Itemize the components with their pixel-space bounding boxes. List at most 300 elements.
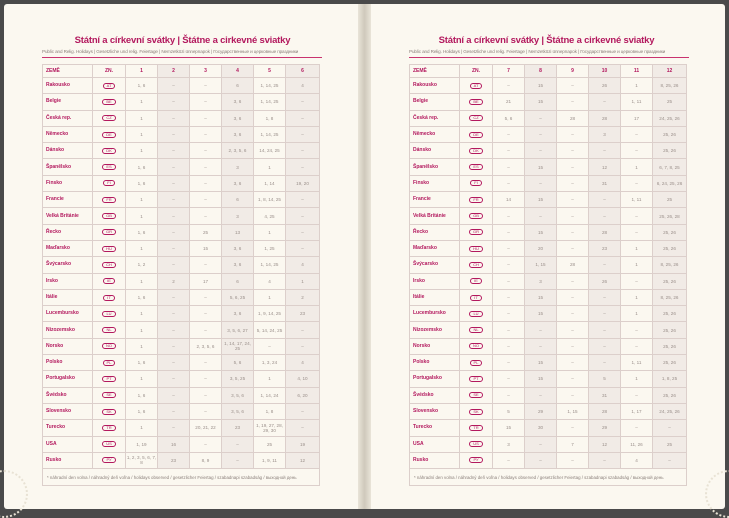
holiday-days: 1, 8 bbox=[254, 110, 286, 126]
holiday-days: – bbox=[190, 403, 222, 419]
country-code-badge: HU bbox=[469, 246, 483, 252]
country-code-cell bbox=[460, 159, 493, 175]
holiday-days: 25, 26 bbox=[653, 126, 687, 142]
holiday-days: – bbox=[589, 452, 621, 468]
holiday-days: 1 bbox=[621, 257, 653, 273]
country-name: Velká Británie bbox=[43, 208, 93, 224]
holiday-days: 3 bbox=[589, 126, 621, 142]
holiday-days: 28 bbox=[589, 224, 621, 240]
table-row bbox=[410, 322, 687, 338]
holiday-days: 1 bbox=[126, 306, 158, 322]
table-row bbox=[43, 289, 320, 305]
country-name: Řecko bbox=[410, 224, 460, 240]
holiday-days: 25, 26 bbox=[653, 143, 687, 159]
holiday-days: 3, 6 bbox=[222, 257, 254, 273]
table-row bbox=[43, 338, 320, 354]
holiday-days: – bbox=[525, 387, 557, 403]
holiday-days: – bbox=[493, 159, 525, 175]
country-code-badge: CZ bbox=[102, 115, 115, 121]
holiday-days: 29 bbox=[589, 420, 621, 436]
holiday-days: – bbox=[621, 143, 653, 159]
table-row bbox=[410, 403, 687, 419]
country-code-badge: CZ bbox=[469, 115, 482, 121]
country-name: Portugalsko bbox=[410, 371, 460, 387]
holiday-days: – bbox=[158, 208, 190, 224]
holiday-days: 1, 8, 25 bbox=[653, 371, 687, 387]
country-code-badge: NL bbox=[469, 327, 482, 333]
table-row bbox=[43, 403, 320, 419]
holiday-days: – bbox=[621, 175, 653, 191]
holiday-days: 2 bbox=[286, 289, 320, 305]
table-row bbox=[410, 387, 687, 403]
country-name: Itálie bbox=[43, 289, 93, 305]
holiday-days: – bbox=[158, 355, 190, 371]
country-code-cell bbox=[93, 78, 126, 94]
table-row bbox=[43, 257, 320, 273]
country-code-cell bbox=[93, 371, 126, 387]
holiday-days: – bbox=[190, 126, 222, 142]
holiday-days: 1 bbox=[126, 110, 158, 126]
country-name: Velká Británie bbox=[410, 208, 460, 224]
holiday-days: 1, 17 bbox=[621, 403, 653, 419]
country-name: Polsko bbox=[43, 355, 93, 371]
country-code-cell bbox=[93, 322, 126, 338]
holiday-days: 12 bbox=[286, 452, 320, 468]
holiday-days: 1 bbox=[126, 126, 158, 142]
table-row bbox=[410, 436, 687, 452]
country-code-badge: SE bbox=[102, 392, 115, 398]
header-month: 11 bbox=[621, 65, 653, 78]
table-row bbox=[43, 94, 320, 110]
page-subtitle: Public and Relig. Holidays | Gesetzliche und relig. Feiertage | Nemzetközi ünnepnapok | Государственные и церковные праздники bbox=[409, 49, 666, 54]
holiday-days: 5, 6 bbox=[493, 110, 525, 126]
country-code-badge: SK bbox=[102, 409, 115, 415]
country-name: Slovensko bbox=[43, 403, 93, 419]
holiday-days: 25, 26, 28 bbox=[653, 208, 687, 224]
country-code-badge: FR bbox=[469, 197, 482, 203]
holiday-days: – bbox=[286, 126, 320, 142]
table-row bbox=[410, 192, 687, 208]
holiday-days: – bbox=[589, 289, 621, 305]
holiday-days: – bbox=[621, 126, 653, 142]
header-month: 7 bbox=[493, 65, 525, 78]
holiday-days: 25, 26 bbox=[653, 355, 687, 371]
table-row bbox=[43, 240, 320, 256]
holiday-days: 3, 6 bbox=[222, 306, 254, 322]
country-code-badge: DK bbox=[469, 148, 483, 154]
holiday-days: 1, 8, 14, 25 bbox=[254, 192, 286, 208]
table-row bbox=[410, 306, 687, 322]
holiday-days: – bbox=[286, 420, 320, 436]
table-row bbox=[410, 224, 687, 240]
country-code-badge: PL bbox=[103, 360, 116, 366]
holiday-days: 25, 26 bbox=[653, 322, 687, 338]
country-code-cell bbox=[460, 436, 493, 452]
holiday-days: 20, 21, 22 bbox=[190, 420, 222, 436]
footnote-row bbox=[43, 469, 320, 486]
holiday-days: – bbox=[286, 143, 320, 159]
country-code-badge: BE bbox=[469, 99, 482, 105]
holiday-days: 25, 26 bbox=[653, 224, 687, 240]
holiday-days: – bbox=[557, 371, 589, 387]
table-row bbox=[410, 94, 687, 110]
holiday-days: 1, 15 bbox=[525, 257, 557, 273]
table-row bbox=[410, 257, 687, 273]
holiday-days: – bbox=[589, 355, 621, 371]
country-code-badge: US bbox=[469, 441, 483, 447]
holiday-days: 1 bbox=[254, 224, 286, 240]
country-code-cell bbox=[93, 452, 126, 468]
country-name: Slovensko bbox=[410, 403, 460, 419]
holiday-days: – bbox=[493, 126, 525, 142]
holiday-days: 25, 26 bbox=[653, 338, 687, 354]
holiday-days: – bbox=[557, 322, 589, 338]
country-code-cell bbox=[93, 175, 126, 191]
holiday-days: – bbox=[493, 371, 525, 387]
holiday-days: 4 bbox=[621, 452, 653, 468]
holiday-days: 25, 26 bbox=[653, 240, 687, 256]
country-code-cell bbox=[460, 110, 493, 126]
holiday-days: 3, 6 bbox=[222, 110, 254, 126]
holiday-days: 3, 6 bbox=[222, 240, 254, 256]
holiday-days: – bbox=[158, 175, 190, 191]
holiday-days: 1 bbox=[126, 371, 158, 387]
holiday-days: – bbox=[190, 110, 222, 126]
holiday-days: – bbox=[493, 289, 525, 305]
holiday-days: 15 bbox=[525, 224, 557, 240]
holiday-days: 1 bbox=[621, 240, 653, 256]
country-name: Turecko bbox=[410, 420, 460, 436]
holiday-days: 1 bbox=[621, 159, 653, 175]
holiday-days: – bbox=[557, 78, 589, 94]
header-country: ZEMĚ bbox=[410, 65, 460, 78]
country-code-badge: IT bbox=[470, 295, 482, 301]
country-name: USA bbox=[43, 436, 93, 452]
country-name: Česká rep. bbox=[43, 110, 93, 126]
holiday-days: 4 bbox=[286, 257, 320, 273]
country-code-cell bbox=[93, 94, 126, 110]
holiday-days: 23 bbox=[286, 306, 320, 322]
title-rule bbox=[42, 57, 322, 58]
country-code-cell bbox=[460, 208, 493, 224]
holiday-days: 8, 25, 26 bbox=[653, 78, 687, 94]
holiday-days: – bbox=[286, 159, 320, 175]
holiday-days: – bbox=[525, 110, 557, 126]
holiday-days: 25 bbox=[653, 192, 687, 208]
holiday-days: – bbox=[557, 192, 589, 208]
header-month: 2 bbox=[158, 65, 190, 78]
table-row bbox=[43, 371, 320, 387]
header-month: 10 bbox=[589, 65, 621, 78]
country-code-cell bbox=[93, 224, 126, 240]
country-name: Norsko bbox=[410, 338, 460, 354]
holiday-days: – bbox=[286, 94, 320, 110]
holiday-days: – bbox=[493, 387, 525, 403]
holiday-days: 30 bbox=[525, 420, 557, 436]
country-name: Finsko bbox=[410, 175, 460, 191]
holiday-days: 15 bbox=[493, 420, 525, 436]
holiday-days: 1 bbox=[254, 371, 286, 387]
holiday-days: 3, 5, 25 bbox=[222, 371, 254, 387]
holiday-days: 1, 9, 14, 25 bbox=[254, 306, 286, 322]
holiday-days: 4 bbox=[254, 273, 286, 289]
country-code-cell bbox=[460, 273, 493, 289]
holiday-days: – bbox=[557, 159, 589, 175]
holiday-days: – bbox=[158, 192, 190, 208]
holiday-days: – bbox=[493, 208, 525, 224]
country-code-cell bbox=[460, 192, 493, 208]
header-country: ZEMĚ bbox=[43, 65, 93, 78]
holiday-days: 15 bbox=[525, 371, 557, 387]
country-code-badge: DE bbox=[469, 132, 483, 138]
country-code-cell bbox=[93, 273, 126, 289]
country-name: Rusko bbox=[410, 452, 460, 468]
holiday-days: – bbox=[589, 94, 621, 110]
table-row bbox=[43, 322, 320, 338]
holiday-days: – bbox=[525, 338, 557, 354]
holiday-days: 1 bbox=[286, 273, 320, 289]
holiday-days: 6, 20 bbox=[286, 387, 320, 403]
country-name: Maďarsko bbox=[43, 240, 93, 256]
table-row bbox=[43, 175, 320, 191]
country-code-cell bbox=[460, 94, 493, 110]
holiday-days: – bbox=[222, 436, 254, 452]
country-code-badge: IT bbox=[103, 295, 115, 301]
page-subtitle: Public and Relig. Holidays | Gesetzliche und relig. Feiertage | Nemzetközi ünnepnapok | Государственные и церковные праздники bbox=[42, 49, 299, 54]
country-code-cell bbox=[460, 224, 493, 240]
table-row bbox=[410, 208, 687, 224]
table-row bbox=[43, 224, 320, 240]
holiday-days: 3, 5, 6 bbox=[222, 403, 254, 419]
country-code-badge: IE bbox=[470, 278, 482, 284]
country-name: Švýcarsko bbox=[43, 257, 93, 273]
holiday-days: – bbox=[621, 387, 653, 403]
country-code-badge: DK bbox=[102, 148, 116, 154]
country-code-cell bbox=[460, 387, 493, 403]
holiday-days: 15 bbox=[525, 78, 557, 94]
country-code-badge: TR bbox=[102, 425, 115, 431]
holiday-days: 24, 25, 26 bbox=[653, 403, 687, 419]
holiday-days: 25, 26 bbox=[653, 306, 687, 322]
table-row bbox=[43, 452, 320, 468]
country-code-badge: ES bbox=[102, 164, 115, 170]
holidays-table-jul-dec bbox=[409, 64, 687, 486]
country-name: Řecko bbox=[43, 224, 93, 240]
country-code-cell bbox=[460, 338, 493, 354]
country-name: Německo bbox=[43, 126, 93, 142]
holiday-days: – bbox=[525, 126, 557, 142]
holiday-days: – bbox=[621, 224, 653, 240]
holiday-days: 3 bbox=[525, 273, 557, 289]
holiday-days: 3 bbox=[222, 208, 254, 224]
holiday-days: – bbox=[190, 306, 222, 322]
country-code-cell bbox=[93, 240, 126, 256]
holiday-days: – bbox=[589, 192, 621, 208]
country-name: Rusko bbox=[43, 452, 93, 468]
holiday-days: 1, 6 bbox=[126, 403, 158, 419]
country-name: Dánsko bbox=[410, 143, 460, 159]
holiday-days: – bbox=[589, 338, 621, 354]
holiday-days: 29 bbox=[525, 403, 557, 419]
country-code-cell bbox=[93, 208, 126, 224]
holiday-days: 17 bbox=[621, 110, 653, 126]
holiday-days: 28 bbox=[589, 110, 621, 126]
country-code-cell bbox=[460, 371, 493, 387]
holiday-days: – bbox=[158, 306, 190, 322]
holiday-days: – bbox=[158, 371, 190, 387]
holiday-days: 12 bbox=[589, 159, 621, 175]
left-page bbox=[4, 4, 361, 509]
holiday-days: – bbox=[190, 143, 222, 159]
holiday-days: – bbox=[653, 452, 687, 468]
holiday-days: – bbox=[557, 143, 589, 159]
holiday-days: – bbox=[589, 143, 621, 159]
country-name: Dánsko bbox=[43, 143, 93, 159]
table-row bbox=[410, 338, 687, 354]
country-code-badge: PT bbox=[469, 376, 482, 382]
holiday-days: 1, 14, 25 bbox=[254, 78, 286, 94]
holiday-days: – bbox=[557, 94, 589, 110]
header-month: 3 bbox=[190, 65, 222, 78]
holiday-days: – bbox=[158, 257, 190, 273]
holiday-days: 24, 25, 26 bbox=[653, 110, 687, 126]
header-row bbox=[410, 65, 687, 78]
country-code-badge: SK bbox=[469, 409, 482, 415]
holiday-days: – bbox=[621, 420, 653, 436]
holiday-days: 8, 9 bbox=[190, 452, 222, 468]
country-code-cell bbox=[460, 240, 493, 256]
country-name: Nizozemsko bbox=[43, 322, 93, 338]
holiday-days: – bbox=[493, 355, 525, 371]
header-month: 6 bbox=[286, 65, 320, 78]
holiday-days: – bbox=[286, 192, 320, 208]
country-code-badge: CH bbox=[102, 262, 116, 268]
country-code-badge: PL bbox=[470, 360, 483, 366]
holiday-days: 1, 6 bbox=[126, 78, 158, 94]
table-row bbox=[410, 240, 687, 256]
country-name: Irsko bbox=[43, 273, 93, 289]
country-code-cell bbox=[460, 175, 493, 191]
country-code-cell bbox=[93, 306, 126, 322]
table-row bbox=[410, 452, 687, 468]
country-name: Itálie bbox=[410, 289, 460, 305]
holiday-days: 1, 6 bbox=[126, 159, 158, 175]
holiday-days: 6, 7, 8, 25 bbox=[653, 159, 687, 175]
holiday-days: – bbox=[158, 420, 190, 436]
country-name: Polsko bbox=[410, 355, 460, 371]
holiday-days: 12 bbox=[589, 436, 621, 452]
holiday-days: – bbox=[158, 126, 190, 142]
table-row bbox=[410, 126, 687, 142]
country-code-badge: GB bbox=[102, 213, 116, 219]
country-code-badge: FR bbox=[102, 197, 115, 203]
holiday-days: – bbox=[589, 208, 621, 224]
holiday-days: 6 bbox=[222, 192, 254, 208]
holiday-days: – bbox=[557, 224, 589, 240]
holiday-days: – bbox=[286, 403, 320, 419]
country-name: Belgie bbox=[43, 94, 93, 110]
table-row bbox=[43, 420, 320, 436]
holiday-days: – bbox=[286, 208, 320, 224]
table-row bbox=[43, 306, 320, 322]
holiday-days: – bbox=[493, 175, 525, 191]
country-code-cell bbox=[460, 403, 493, 419]
holiday-days: 7 bbox=[557, 436, 589, 452]
country-code-cell bbox=[93, 403, 126, 419]
footnote: * náhradní den volna / náhradný deň voľna / holidays observed / gesetzlicher Feiertag / szabadnapi szabadság / выходной день bbox=[43, 469, 320, 486]
holiday-days: 1 bbox=[621, 306, 653, 322]
holiday-days: – bbox=[557, 240, 589, 256]
holiday-days: 1, 6 bbox=[126, 355, 158, 371]
country-name: Lucembursko bbox=[43, 306, 93, 322]
country-code-cell bbox=[93, 159, 126, 175]
holiday-days: – bbox=[557, 306, 589, 322]
table-row bbox=[43, 208, 320, 224]
holiday-days: – bbox=[557, 355, 589, 371]
country-name: Irsko bbox=[410, 273, 460, 289]
holiday-days: 15 bbox=[525, 355, 557, 371]
country-code-badge: AT bbox=[470, 83, 483, 89]
holiday-days: 4 bbox=[286, 78, 320, 94]
holiday-days: – bbox=[493, 306, 525, 322]
holiday-days: – bbox=[158, 403, 190, 419]
country-code-cell bbox=[460, 78, 493, 94]
holiday-days: 1, 15 bbox=[557, 403, 589, 419]
holiday-days: 1, 6 bbox=[126, 224, 158, 240]
holiday-days: 1, 11 bbox=[621, 355, 653, 371]
table-row bbox=[410, 371, 687, 387]
holiday-days: 4 bbox=[286, 355, 320, 371]
holiday-days: 1, 14, 25 bbox=[254, 126, 286, 142]
country-code-cell bbox=[93, 126, 126, 142]
holiday-days: – bbox=[557, 452, 589, 468]
header-month: 1 bbox=[126, 65, 158, 78]
holiday-days: – bbox=[589, 306, 621, 322]
holiday-days: 19 bbox=[286, 436, 320, 452]
holiday-days: 5, 6 bbox=[222, 355, 254, 371]
holiday-days: – bbox=[286, 338, 320, 354]
holiday-days: 5, 14, 24, 25 bbox=[254, 322, 286, 338]
holiday-days: 15 bbox=[525, 306, 557, 322]
holiday-days: 1, 6 bbox=[126, 387, 158, 403]
holiday-days: 23 bbox=[222, 420, 254, 436]
holiday-days: 17 bbox=[190, 273, 222, 289]
holiday-days: 3, 6 bbox=[222, 94, 254, 110]
holiday-days: – bbox=[158, 240, 190, 256]
holiday-days: – bbox=[158, 78, 190, 94]
holiday-days: – bbox=[557, 289, 589, 305]
country-code-cell bbox=[93, 338, 126, 354]
table-row bbox=[43, 387, 320, 403]
holiday-days: – bbox=[158, 110, 190, 126]
table-row bbox=[410, 110, 687, 126]
holiday-days: – bbox=[493, 273, 525, 289]
holiday-days: – bbox=[557, 273, 589, 289]
country-code-badge: LU bbox=[469, 311, 482, 317]
holiday-days: 25 bbox=[190, 224, 222, 240]
table-row bbox=[43, 436, 320, 452]
country-name: Švédsko bbox=[43, 387, 93, 403]
holiday-days: 1, 14, 25 bbox=[254, 94, 286, 110]
holiday-days: – bbox=[158, 143, 190, 159]
holiday-days: 25, 26 bbox=[653, 273, 687, 289]
holiday-days: – bbox=[190, 289, 222, 305]
holiday-days: 1, 14, 24 bbox=[254, 387, 286, 403]
holiday-days: – bbox=[190, 78, 222, 94]
country-code-badge: LU bbox=[102, 311, 115, 317]
page-title: Státní a církevní svátky | Štátne a cirkevné sviatky bbox=[438, 35, 655, 46]
holiday-days: 2, 3, 5, 6 bbox=[222, 143, 254, 159]
